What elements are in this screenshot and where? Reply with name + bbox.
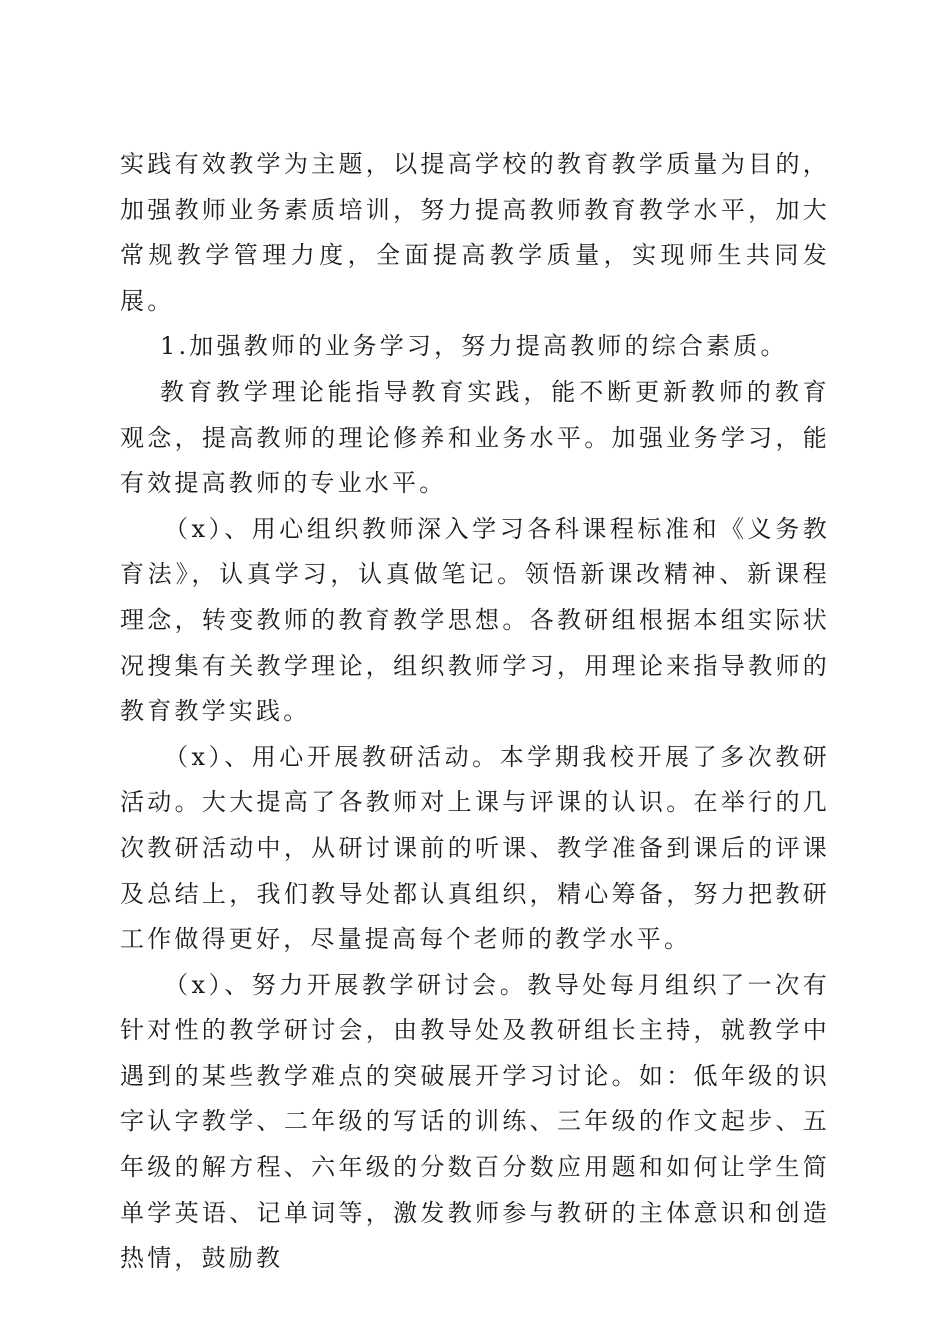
section-heading-1: 1.加强教师的业务学习，努力提高教师的综合素质。: [160, 332, 788, 361]
paragraph-theory: 教育教学理论能指导教育实践，能不断更新教师的教育观念，提高教师的理论修养和业务水平。加强业务学习，能有效提高教师的专业水平。: [120, 377, 830, 498]
list-item-teaching-research: （x）、用心开展教研活动。本学期我校开展了多次教研活动。大大提高了各教师对上课与评课的认识。在举行的几次教研活动中，从研讨课前的听课、教学准备到课后的评课及总结上，我们教导处都认真组织，精心筹备，努力把教研工作做得更好，尽量提高每个老师的教学水平。: [120, 742, 830, 954]
list-item-study-standards: （x）、用心组织教师深入学习各科课程标准和《义务教育法》，认真学习，认真做笔记。领悟新课改精神、新课程理念，转变教师的教育教学思想。各教研组根据本组实际状况搜集有关教学理论，组织教师学习，用理论来指导教师的教育教学实践。: [120, 514, 830, 726]
list-item-seminars: （x）、努力开展教学研讨会。教导处每月组织了一次有针对性的教学研讨会，由教导处及教研组长主持，就教学中遇到的某些教学难点的突破展开学习讨论。如：低年级的识字认字教学、二年级的写话的训练、三年级的作文起步、五年级的解方程、六年级的分数百分数应用题和如何让学生简单学英语、记单词等，激发教师参与教研的主体意识和创造热情，鼓励教: [120, 970, 830, 1273]
paragraph-intro-continuation: 实践有效教学为主题，以提高学校的教育教学质量为目的，加强教师业务素质培训，努力提高教师教育教学水平，加大常规教学管理力度，全面提高教学质量，实现师生共同发展。: [120, 150, 830, 315]
document-body: [120, 142, 830, 1282]
